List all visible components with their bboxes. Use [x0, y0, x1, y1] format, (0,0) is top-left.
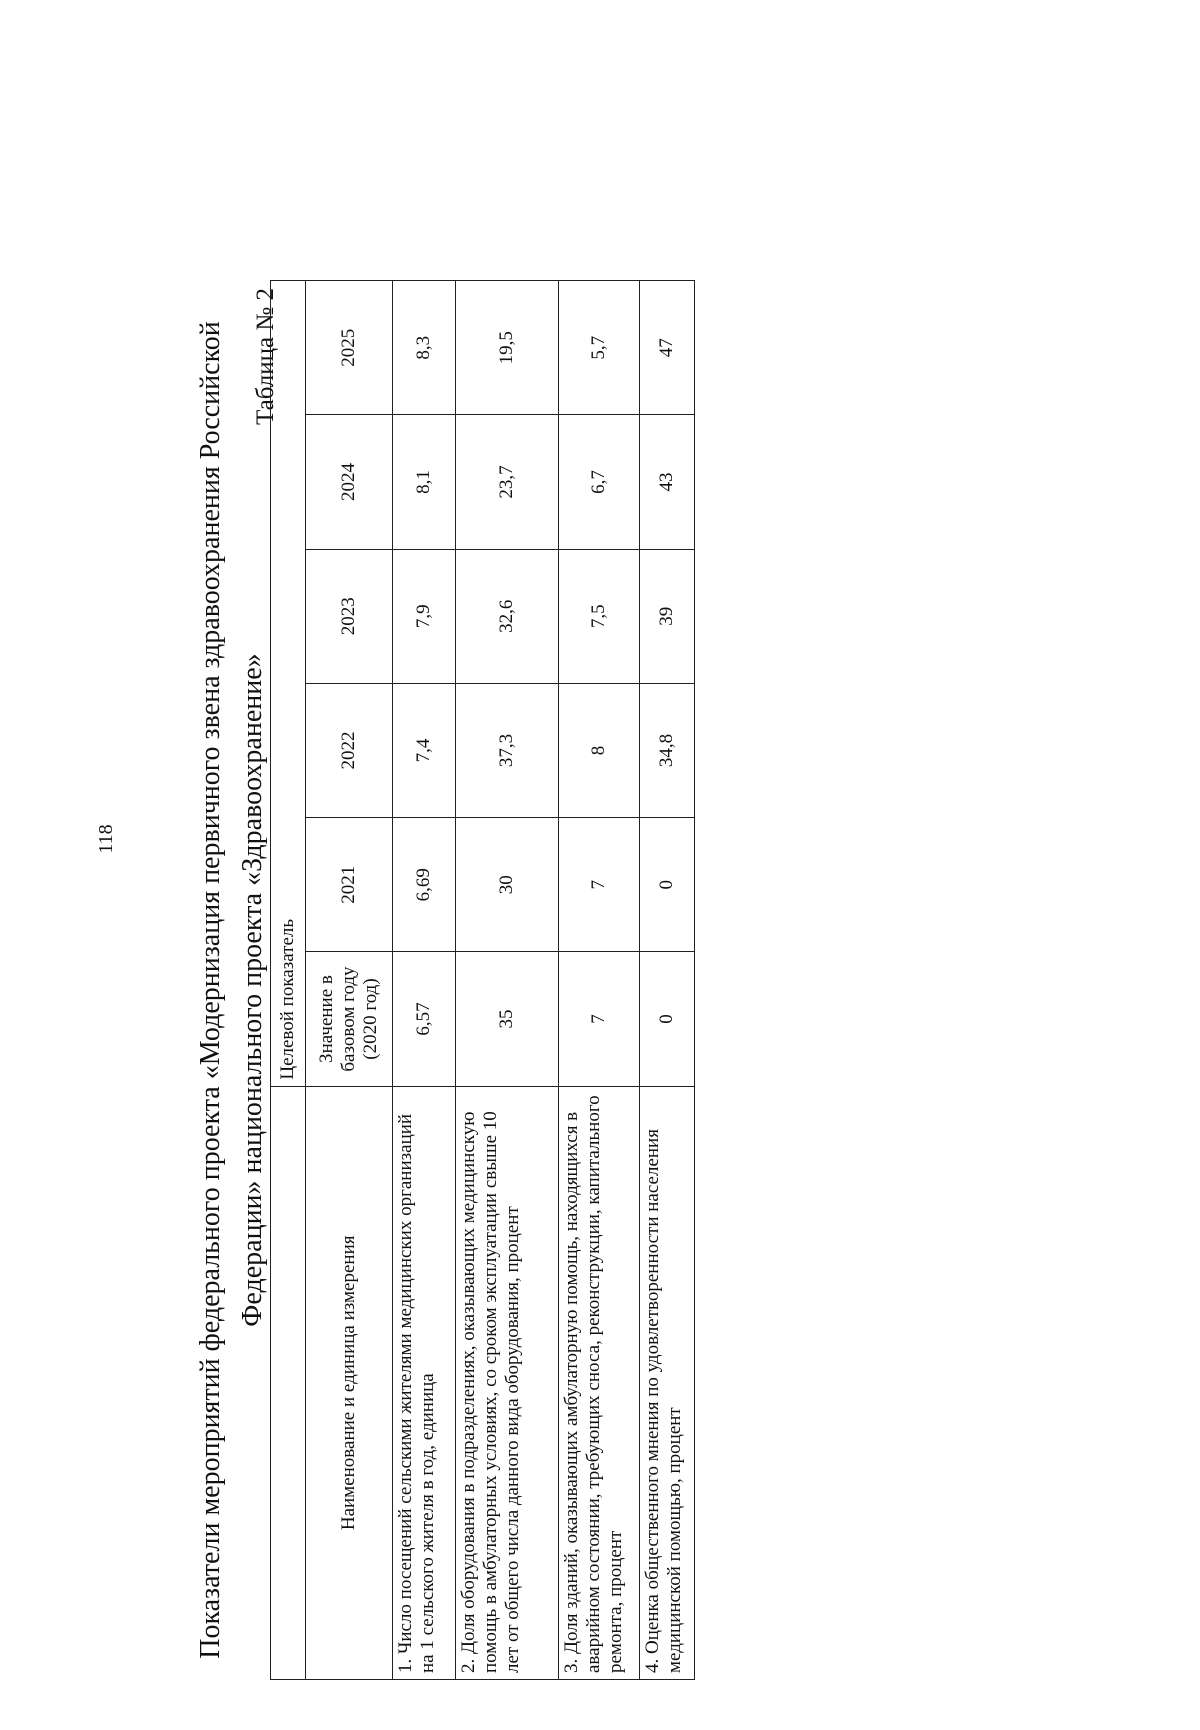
- year-header: 2022: [306, 683, 393, 817]
- value-cell: 8,1: [393, 415, 456, 549]
- value-cell: 35: [456, 952, 559, 1086]
- year-header: 2025: [306, 281, 393, 415]
- table-row: [456, 281, 559, 1680]
- value-cell: 6,7: [559, 415, 640, 549]
- value-cell: 23,7: [456, 415, 559, 549]
- value-cell: 47: [640, 281, 695, 415]
- indicator-name-cell: 1. Число посещений сельскими жителями медицинских организаций на 1 сельского жителя в год, единица: [393, 1086, 456, 1679]
- value-cell: 8: [559, 683, 640, 817]
- value-cell: 5,7: [559, 281, 640, 415]
- value-cell: 6,57: [393, 952, 456, 1086]
- year-header: 2021: [306, 818, 393, 952]
- year-header: 2023: [306, 549, 393, 683]
- indicator-name-cell: 3. Доля зданий, оказывающих амбулаторную помощь, находящихся в аварийном состоянии, требующих сноса, реконструкции, капитального ремонта, процент: [559, 1086, 640, 1679]
- rotated-page-content: [100, 230, 860, 1730]
- value-cell: 7,5: [559, 549, 640, 683]
- document-title: Показатели мероприятий федерального проекта «Модернизация первичного звена здравоохранения Российской Федерации» национального проекта «Здравоохранение»: [195, 321, 268, 1659]
- value-cell: 7,9: [393, 549, 456, 683]
- value-cell: 0: [640, 818, 695, 952]
- base-year-header: Значение в базовом году (2020 год): [306, 952, 393, 1086]
- value-cell: 37,3: [456, 683, 559, 817]
- table-header-row: [306, 281, 393, 1680]
- table-row: [559, 281, 640, 1680]
- name-column-header: Наименование и единица измерения: [306, 1086, 393, 1679]
- table-header-row-top: [271, 281, 306, 1680]
- value-cell: 34,8: [640, 683, 695, 817]
- indicators-table: [270, 280, 695, 1680]
- table-label: Таблица № 2: [252, 288, 279, 426]
- value-cell: 43: [640, 415, 695, 549]
- target-indicator-header: Целевой показатель: [271, 281, 306, 1087]
- value-cell: 7: [559, 818, 640, 952]
- value-cell: 7: [559, 952, 640, 1086]
- indicator-name-cell: 2. Доля оборудования в подразделениях, оказывающих медицинскую помощь в амбулаторных условиях, со сроком эксплуатации свыше 10 лет от общего числа данного вида оборудования, процент: [456, 1086, 559, 1679]
- table-row: [393, 281, 456, 1680]
- table-row: [640, 281, 695, 1680]
- header-blank-cell: [271, 1086, 306, 1679]
- indicator-name-cell: 4. Оценка общественного мнения по удовлетворенности населения медицинской помощью, процент: [640, 1086, 695, 1679]
- value-cell: 32,6: [456, 549, 559, 683]
- value-cell: 7,4: [393, 683, 456, 817]
- value-cell: 8,3: [393, 281, 456, 415]
- value-cell: 30: [456, 818, 559, 952]
- page-number: 118: [95, 824, 117, 854]
- year-header: 2024: [306, 415, 393, 549]
- value-cell: 39: [640, 549, 695, 683]
- value-cell: 6,69: [393, 818, 456, 952]
- value-cell: 0: [640, 952, 695, 1086]
- value-cell: 19,5: [456, 281, 559, 415]
